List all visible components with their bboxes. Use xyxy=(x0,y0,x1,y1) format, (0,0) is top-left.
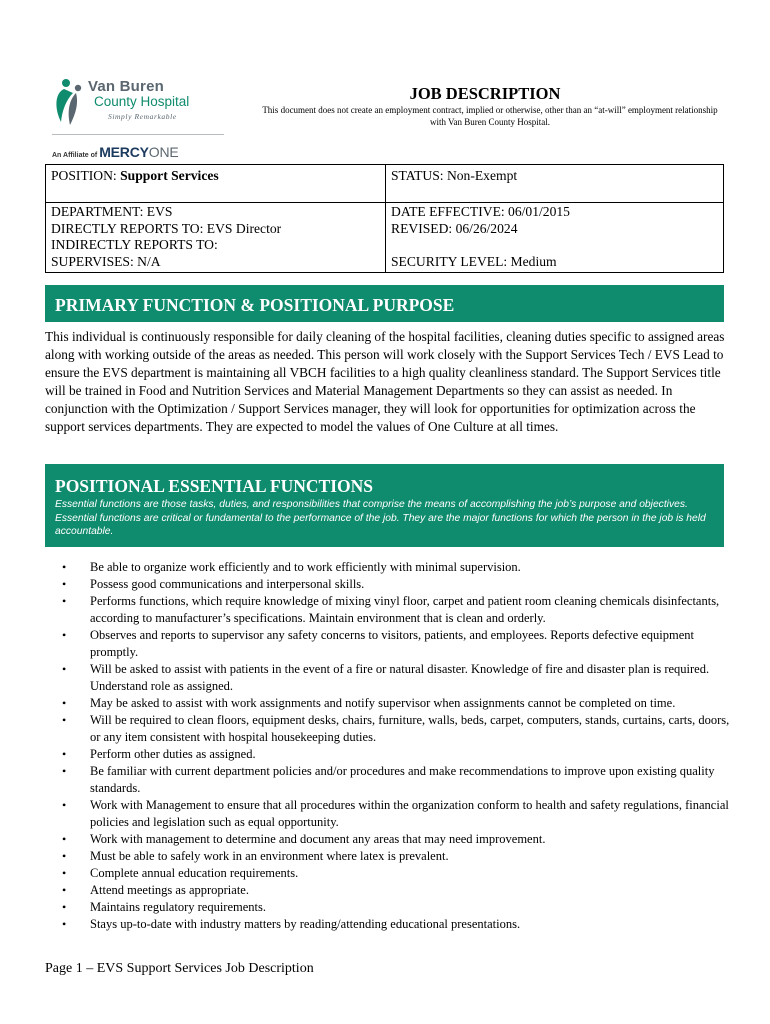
logo-name-line1: Van Buren xyxy=(88,78,164,95)
primary-function-heading: PRIMARY FUNCTION & POSITIONAL PURPOSE xyxy=(55,295,455,315)
status-cell xyxy=(386,165,724,203)
position-info-table xyxy=(45,164,724,273)
list-item xyxy=(62,899,730,916)
bullet-icon: • xyxy=(62,917,67,931)
hospital-leaf-icon xyxy=(52,78,88,128)
position-row xyxy=(46,165,724,203)
mercyone-logo xyxy=(99,144,178,160)
bullet-icon: • xyxy=(62,628,67,642)
bullet-icon: • xyxy=(62,594,67,608)
affiliate-line xyxy=(52,144,179,160)
list-item-text: Will be required to clean floors, equipment desks, chairs, furniture, walls, beds, carpet, computers, stands, curtains, carts, doors, or any item consistent with hospital housekeeping duties. xyxy=(90,713,730,744)
list-item-text: Complete annual education requirements. xyxy=(90,866,299,880)
logo-name-line2: County Hospital xyxy=(94,94,190,109)
indirectly-reports-value: INDIRECTLY REPORTS TO: xyxy=(51,237,218,252)
bullet-icon: • xyxy=(62,560,67,574)
list-item xyxy=(62,763,730,797)
position-value: Support Services xyxy=(120,168,219,183)
position-label: POSITION: xyxy=(51,168,117,183)
list-item-text: Attend meetings as appropriate. xyxy=(90,883,249,897)
directly-reports-value: DIRECTLY REPORTS TO: EVS Director xyxy=(51,220,282,236)
logo-divider xyxy=(52,134,224,135)
date-effective-value: DATE EFFECTIVE: 06/01/2015 xyxy=(391,204,570,219)
essential-functions-description: Essential functions are those tasks, duties, and responsibilities that comprise the means of accomplishing the job’s purpose and objectives. Essential functions are critical or fundamental to the performance of the job. They are the major functions for which the person in the job is held accountable. xyxy=(55,499,706,537)
document-title: JOB DESCRIPTION xyxy=(409,84,561,103)
supervises-value: SUPERVISES: N/A xyxy=(51,253,161,269)
bullet-icon: • xyxy=(62,849,67,863)
list-item-text: Must be able to safely work in an environment where latex is prevalent. xyxy=(90,849,449,863)
list-item-text: Be able to organize work efficiently and to work efficiently with minimal supervision. xyxy=(90,560,521,574)
mercyone-logo-part2: ONE xyxy=(148,144,179,160)
list-item xyxy=(62,576,730,593)
bullet-icon: • xyxy=(62,747,67,761)
list-item xyxy=(62,559,730,576)
hospital-logo xyxy=(52,78,242,162)
department-cell xyxy=(46,203,386,273)
list-item xyxy=(62,627,730,661)
list-item xyxy=(62,712,730,746)
bullet-icon: • xyxy=(62,866,67,880)
list-item-text: Possess good communications and interpersonal skills. xyxy=(90,577,365,591)
essential-functions-header xyxy=(45,464,724,547)
list-item-text: Perform other duties as assigned. xyxy=(90,747,256,761)
department-value: DEPARTMENT: EVS xyxy=(51,204,173,219)
revised-value: REVISED: 06/26/2024 xyxy=(391,220,518,236)
list-item-text: Observes and reports to supervisor any safety concerns to visitors, patients, and employees. Reports defective equipment promptly. xyxy=(90,628,695,659)
list-item xyxy=(62,695,730,712)
primary-function-body: This individual is continuously responsible for daily cleaning of the hospital facilities, cleaning duties specific to assigned areas along with working outside of the areas as needed. This person will work closely with the Support Services Tech / EVS Lead to ensure the EVS department is maintaining all VBCH facilities to a high quality cleanliness standard. The Support Services title will be trained in Food and Nutrition Services and Material Management Departments so they can assist as needed. In conjunction with the Optimization / Support Services manager, they will look for opportunities for optimization across the support services departments. They are expected to model the values of One Culture at all times. xyxy=(45,329,725,434)
bullet-icon: • xyxy=(62,696,67,710)
list-item-text: Work with management to determine and document any areas that may need improvement. xyxy=(90,832,546,846)
bullet-icon: • xyxy=(62,662,67,676)
list-item-text: Be familiar with current department policies and/or procedures and make recommendations to improve upon existing quality standards. xyxy=(90,764,715,795)
bullet-icon: • xyxy=(62,883,67,897)
bullet-icon: • xyxy=(62,577,67,591)
list-item xyxy=(62,746,730,763)
list-item xyxy=(62,848,730,865)
logo-tagline: Simply Remarkable xyxy=(108,112,177,121)
list-item xyxy=(62,797,730,831)
primary-function-header xyxy=(45,285,724,322)
affiliate-prefix: An Affiliate of xyxy=(52,152,98,159)
security-level-value: SECURITY LEVEL: Medium xyxy=(391,253,557,269)
list-item xyxy=(62,661,730,695)
bullet-icon: • xyxy=(62,798,67,812)
mercyone-logo-part1: MERCY xyxy=(99,144,149,160)
list-item-text: Will be asked to assist with patients in the event of a fire or natural disaster. Knowledge of fire and disaster plan is required. Understand role as assigned. xyxy=(90,662,710,693)
list-item xyxy=(62,865,730,882)
list-item xyxy=(62,916,730,933)
list-item-text: Maintains regulatory requirements. xyxy=(90,900,266,914)
status-value: STATUS: Non-Exempt xyxy=(391,168,518,183)
bullet-icon: • xyxy=(62,832,67,846)
bullet-icon: • xyxy=(62,900,67,914)
position-cell xyxy=(46,165,386,203)
list-item-text: Performs functions, which require knowledge of mixing vinyl floor, carpet and patient room cleaning chemicals disinfectants, according to manufacturer’s specifications. Maintain environment that is clean and orderly. xyxy=(90,594,720,625)
document-disclaimer: This document does not create an employment contract, implied or otherwise, other than an “at-will” employment relationship with Van Buren County Hospital. xyxy=(262,105,718,127)
list-item-text: May be asked to assist with work assignments and notify supervisor when assignments cannot be completed on time. xyxy=(90,696,676,710)
page-footer: Page 1 – EVS Support Services Job Description xyxy=(45,961,314,976)
essential-functions-heading: POSITIONAL ESSENTIAL FUNCTIONS xyxy=(55,476,374,496)
list-item xyxy=(62,593,730,627)
list-item-text: Work with Management to ensure that all procedures within the organization conform to health and safety regulations, financial policies and legislation such as equal opportunity. xyxy=(90,798,729,829)
department-row xyxy=(46,203,724,273)
list-item xyxy=(62,831,730,848)
essential-functions-list xyxy=(62,559,730,933)
list-item-text: Stays up-to-date with industry matters by reading/attending educational presentations. xyxy=(90,917,521,931)
list-item xyxy=(62,882,730,899)
dates-cell xyxy=(386,203,724,273)
bullet-icon: • xyxy=(62,713,67,727)
bullet-icon: • xyxy=(62,764,67,778)
